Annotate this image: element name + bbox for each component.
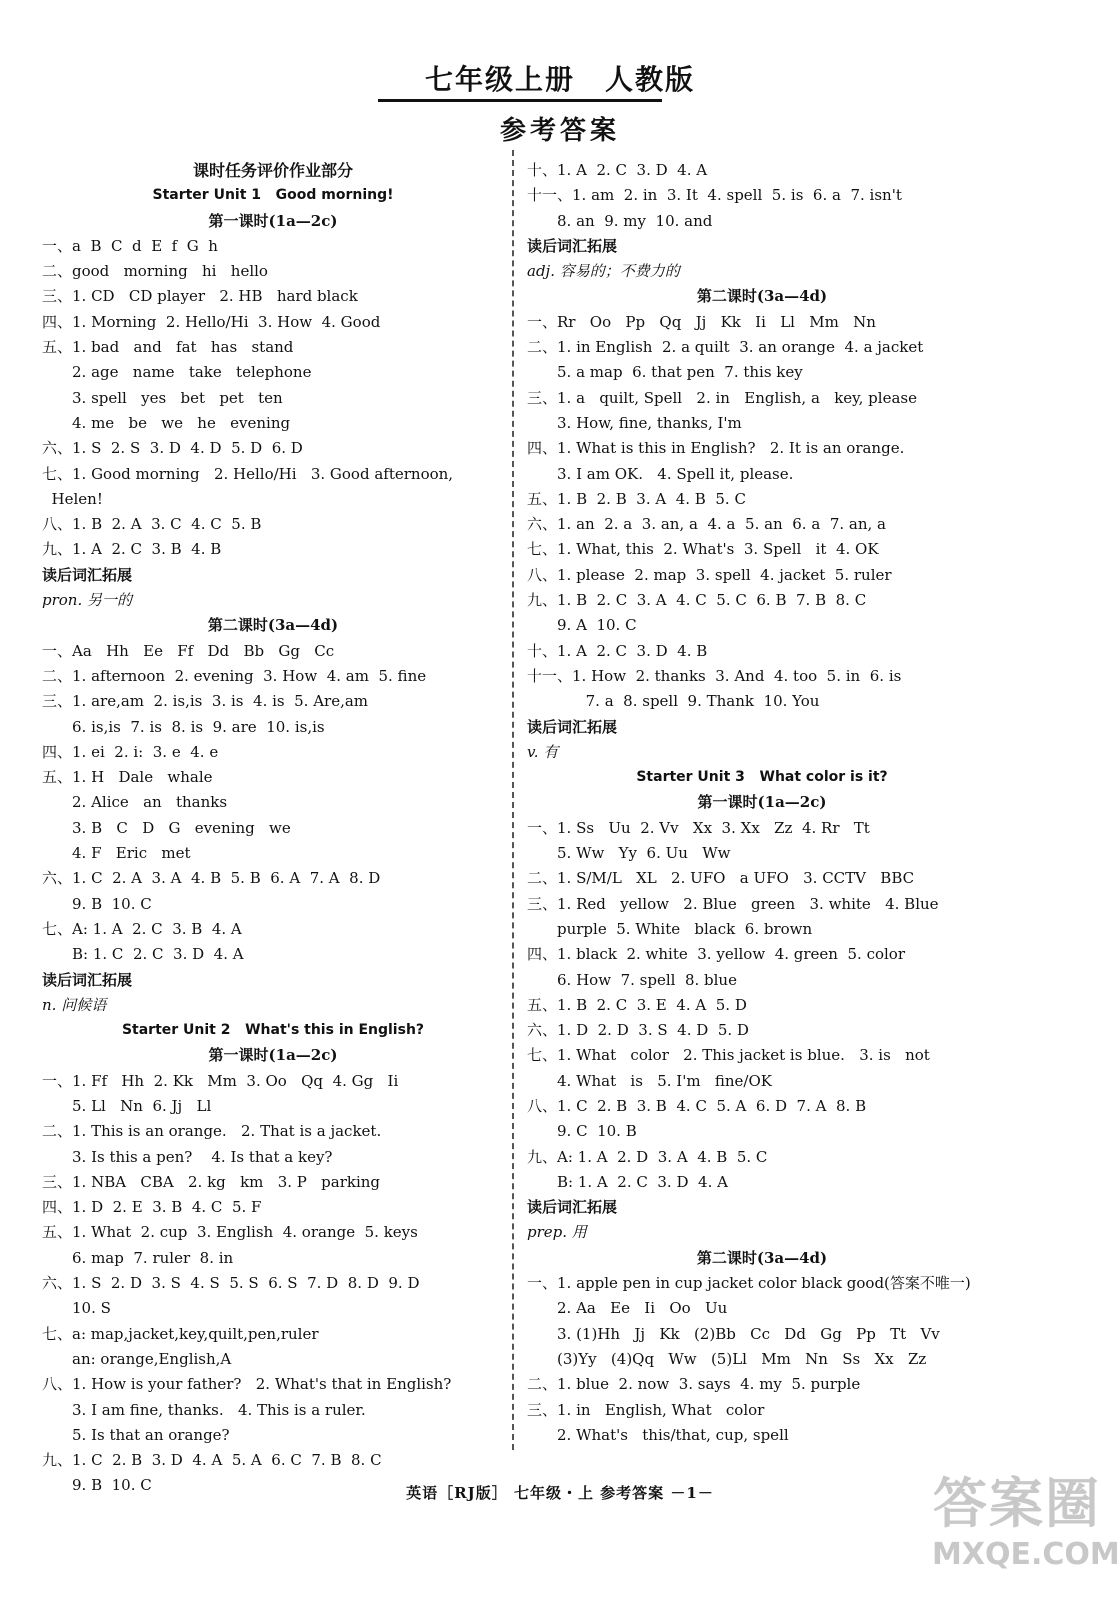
answer-line: 3. I am OK. 4. Spell it, please.: [557, 464, 794, 483]
answer-line: adj. 容易的；不费力的: [527, 262, 680, 281]
answer-line: 2. Aa Ee Ii Oo Uu: [557, 1299, 728, 1318]
answer-line: 2. Alice an thanks: [72, 793, 228, 812]
answer-line: 三、1. are,am 2. is,is 3. is 4. is 5. Are,am: [42, 692, 369, 711]
answer-line: 课时任务评价作业部分: [192, 161, 353, 180]
watermark-url: MXQE.COM: [932, 1537, 1120, 1572]
answer-line: 二、good morning hi hello: [42, 262, 268, 281]
answer-line: 九、1. B 2. C 3. A 4. C 5. C 6. B 7. B 8. C: [527, 591, 867, 610]
answer-line: n. 问候语: [42, 995, 107, 1014]
answer-line: 六、1. D 2. D 3. S 4. D 5. D: [527, 1021, 749, 1040]
answer-line: 八、1. How is your father? 2. What's that in English?: [42, 1375, 452, 1394]
answer-line: 3. I am fine, thanks. 4. This is a ruler.: [72, 1400, 366, 1419]
answer-line: 5. Ll Nn 6. Jj Ll: [72, 1096, 212, 1115]
answer-line: 四、1. Morning 2. Hello/Hi 3. How 4. Good: [42, 312, 381, 331]
answer-line: 5. Ww Yy 6. Uu Ww: [557, 844, 731, 863]
answer-line: 4. F Eric met: [72, 844, 191, 863]
answer-line: 二、1. in English 2. a quilt 3. an orange 4. a jacket: [527, 338, 924, 357]
answer-line: 8. an 9. my 10. and: [557, 211, 713, 230]
answer-line: 八、1. C 2. B 3. B 4. C 5. A 6. D 7. A 8. B: [527, 1096, 867, 1115]
answer-line: 五、1. What 2. cup 3. English 4. orange 5. keys: [42, 1223, 418, 1242]
answer-line: 5. a map 6. that pen 7. this key: [557, 363, 803, 382]
answer-line: 2. age name take telephone: [72, 363, 312, 382]
watermark-logo: [932, 1470, 1120, 1580]
answer-line: 十、1. A 2. C 3. D 4. B: [527, 641, 708, 660]
answer-line: 2. What's this/that, cup, spell: [557, 1425, 789, 1444]
answer-line: B: 1. C 2. C 3. D 4. A: [72, 945, 244, 964]
title-underline: [378, 99, 662, 102]
answer-line: 读后词汇拓展: [42, 565, 133, 584]
answer-line: 一、Aa Hh Ee Ff Dd Bb Gg Cc: [42, 641, 335, 660]
answer-line: (3)Yy (4)Qq Ww (5)Ll Mm Nn Ss Xx Zz: [557, 1349, 927, 1368]
page-footer: 英语［RJ版］ 七年级・上 参考答案 －1－: [406, 1484, 714, 1502]
answer-line: Starter Unit 1 Good morning!: [152, 187, 394, 204]
answer-line: 十一、1. How 2. thanks 3. And 4. too 5. in 6. is: [527, 666, 902, 685]
answer-line: 二、1. afternoon 2. evening 3. How 4. am 5. fine: [42, 666, 427, 685]
answer-column-right: [527, 158, 997, 1448]
answer-line: 三、1. a quilt, Spell 2. in English, a key, please: [527, 388, 917, 407]
answer-line: 一、Rr Oo Pp Qq Jj Kk Ii Ll Mm Nn: [527, 312, 876, 331]
answer-line: Helen!: [42, 489, 103, 508]
answer-line: 4. me be we he evening: [72, 413, 291, 432]
answer-line: 读后词汇拓展: [527, 236, 618, 255]
answer-line: 9. C 10. B: [557, 1122, 637, 1141]
answer-line: 七、A: 1. A 2. C 3. B 4. A: [42, 919, 242, 938]
answer-line: v. 有: [527, 742, 559, 761]
answer-line: 6. is,is 7. is 8. is 9. are 10. is,is: [72, 717, 325, 736]
answer-line: 一、1. Ff Hh 2. Kk Mm 3. Oo Qq 4. Gg Ii: [42, 1071, 399, 1090]
answer-line: 3. B C D G evening we: [72, 818, 291, 837]
answer-line: 七、1. Good morning 2. Hello/Hi 3. Good afternoon,: [42, 464, 454, 483]
answer-line: 一、a B C d E f G h: [42, 236, 218, 255]
answer-line: 9. B 10. C: [72, 894, 152, 913]
answer-line: 三、1. NBA CBA 2. kg km 3. P parking: [42, 1172, 381, 1191]
answer-line: 6. How 7. spell 8. blue: [557, 970, 737, 989]
answer-line: 读后词汇拓展: [42, 970, 133, 989]
answer-line: 五、1. B 2. B 3. A 4. B 5. C: [527, 489, 746, 508]
answer-line: purple 5. White black 6. brown: [557, 919, 813, 938]
answer-line: 第一课时(1a—2c): [697, 793, 827, 812]
watermark-logo-text: 答案圈: [933, 1472, 1101, 1535]
answer-line: 十一、1. am 2. in 3. It 4. spell 5. is 6. a 7. isn't: [527, 186, 902, 205]
answer-line: 第二课时(3a—4d): [696, 287, 828, 306]
answer-line: 五、1. bad and fat has stand: [42, 338, 294, 357]
answer-line: 七、a: map,jacket,key,quilt,pen,ruler: [42, 1324, 319, 1343]
answer-line: 3. Is this a pen? 4. Is that a key?: [72, 1147, 333, 1166]
answer-line: 二、1. S/M/L XL 2. UFO a UFO 3. CCTV BBC: [527, 869, 915, 888]
answer-line: 四、1. ei 2. i: 3. e 4. e: [42, 742, 219, 761]
answer-line: 第一课时(1a—2c): [208, 1046, 338, 1065]
answer-line: 第一课时(1a—2c): [208, 211, 338, 230]
answer-line: 第二课时(3a—4d): [696, 1248, 828, 1267]
answer-line: pron. 另一的: [42, 591, 133, 610]
answer-line: 第二课时(3a—4d): [207, 616, 339, 635]
answer-line: 六、1. S 2. S 3. D 4. D 5. D 6. D: [42, 439, 303, 458]
answer-line: 4. What is 5. I'm fine/OK: [557, 1071, 772, 1090]
answer-line: 九、1. A 2. C 3. B 4. B: [42, 540, 222, 559]
answer-line: 三、1. in English, What color: [527, 1400, 765, 1419]
answer-line: 七、1. What, this 2. What's 3. Spell it 4. OK: [527, 540, 879, 559]
answer-line: 五、1. H Dale whale: [42, 768, 213, 787]
answer-line: 八、1. please 2. map 3. spell 4. jacket 5. ruler: [527, 565, 892, 584]
answer-line: an: orange,English,A: [72, 1349, 232, 1368]
answer-line: 八、1. B 2. A 3. C 4. C 5. B: [42, 515, 262, 534]
answer-line: 九、1. C 2. B 3. D 4. A 5. A 6. C 7. B 8. C: [42, 1451, 382, 1470]
answer-line: 五、1. B 2. C 3. E 4. A 5. D: [527, 995, 747, 1014]
answer-line: 3. (1)Hh Jj Kk (2)Bb Cc Dd Gg Pp Tt Vv: [557, 1324, 940, 1343]
answer-line: 三、1. CD CD player 2. HB hard black: [42, 287, 358, 306]
answer-line: 七、1. What color 2. This jacket is blue. 3. is not: [527, 1046, 930, 1065]
column-divider: [512, 150, 514, 1450]
answer-line: 十、1. A 2. C 3. D 4. A: [527, 161, 708, 179]
answer-line: 二、1. blue 2. now 3. says 4. my 5. purple: [527, 1375, 861, 1394]
answer-line: 一、1. Ss Uu 2. Vv Xx 3. Xx Zz 4. Rr Tt: [527, 818, 870, 837]
answer-line: 四、1. What is this in English? 2. It is an orange.: [527, 439, 905, 458]
answer-line: 9. A 10. C: [557, 616, 637, 635]
answer-line: B: 1. A 2. C 3. D 4. A: [557, 1172, 728, 1191]
answer-line: 3. spell yes bet pet ten: [72, 388, 283, 407]
answer-line: 六、1. an 2. a 3. an, a 4. a 5. an 6. a 7. an, a: [527, 515, 886, 534]
answer-line: 三、1. Red yellow 2. Blue green 3. white 4. Blue: [527, 894, 939, 913]
page-title: 七年级上册 人教版: [424, 63, 695, 96]
answer-line: 四、1. black 2. white 3. yellow 4. green 5. color: [527, 945, 906, 964]
answer-line: 六、1. S 2. D 3. S 4. S 5. S 6. S 7. D 8. D 9. D: [42, 1274, 420, 1293]
answer-line: 5. Is that an orange?: [72, 1425, 230, 1444]
answer-column-left: [42, 158, 504, 1499]
answer-line: 二、1. This is an orange. 2. That is a jacket.: [42, 1122, 382, 1141]
page-subtitle: 参考答案: [499, 116, 620, 146]
answer-line: 3. How, fine, thanks, I'm: [557, 413, 742, 432]
answer-line: 六、1. C 2. A 3. A 4. B 5. B 6. A 7. A 8. D: [42, 869, 381, 888]
answer-line: 九、A: 1. A 2. D 3. A 4. B 5. C: [527, 1147, 768, 1166]
answer-line: 9. B 10. C: [72, 1476, 152, 1495]
answer-line: 读后词汇拓展: [527, 717, 618, 736]
answer-line: 读后词汇拓展: [527, 1198, 618, 1217]
answer-line: Starter Unit 2 What's this in English?: [121, 1022, 425, 1039]
answer-line: 一、1. apple pen in cup jacket color black good(答案不唯一): [527, 1274, 971, 1293]
answer-line: 7. a 8. spell 9. Thank 10. You: [557, 692, 820, 711]
answer-line: 10. S: [72, 1299, 111, 1318]
answer-line: 四、1. D 2. E 3. B 4. C 5. F: [42, 1198, 262, 1217]
answer-line: prep. 用: [527, 1223, 587, 1242]
answer-line: 6. map 7. ruler 8. in: [72, 1248, 234, 1267]
answer-line: Starter Unit 3 What color is it?: [636, 769, 888, 786]
